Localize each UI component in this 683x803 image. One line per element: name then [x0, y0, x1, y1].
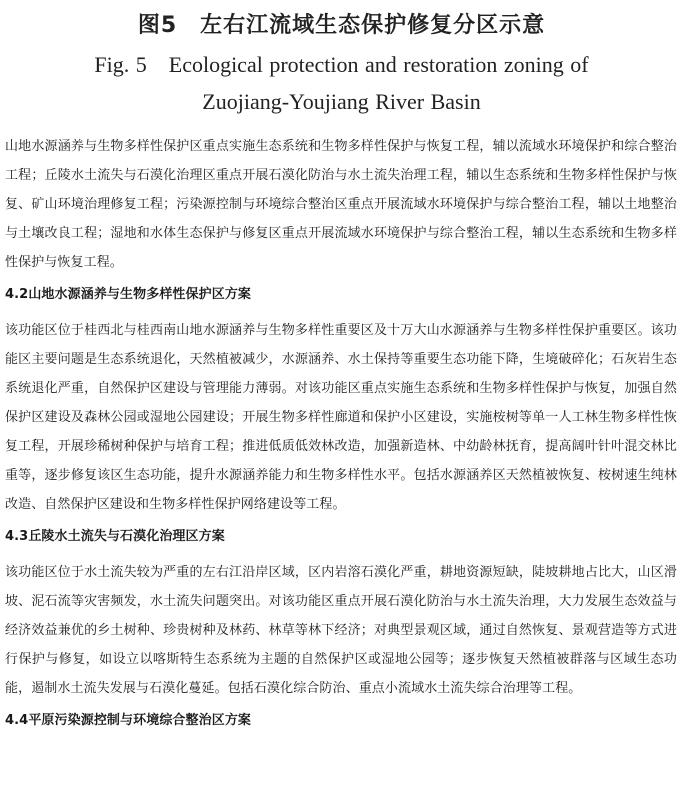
figure-title-cn: 图5 左右江流域生态保护修复分区示意 [137, 13, 546, 38]
section-heading-4-3: 4.3丘陵水土流失与石漠化治理区方案 [5, 529, 225, 544]
figure-title-en-line1: Fig. 5 Ecological protection and restoration zoning of [94, 52, 589, 77]
intro-paragraph: 山地水源涵养与生物多样性保护区重点实施生态系统和生物多样性保护与恢复工程，辅以流域水环境保护和综合整治工程；丘陵水土流失与石漠化治理区重点开展石漠化防治与水土流失治理工程，辅以生态系统和生物多样性保护与恢复、矿山环境治理修复工程；污染源控制与环境综合整治区重点开展流域水环境保护与综合整治工程，辅以土地整治与土壤改良工程；湿地和水体生态保护与修复区重点开展流域水环境保护与综合整治工程，辅以生态系统和生物多样性保护与恢复工程。 [5, 139, 677, 270]
section-heading-4-2: 4.2山地水源涵养与生物多样性保护区方案 [5, 287, 252, 302]
article-body [5, 132, 677, 740]
figure-title-en [0, 46, 683, 123]
section-body-4-2: 该功能区位于桂西北与桂西南山地水源涵养与生物多样性重要区及十万大山水源涵养与生物多样性保护重要区。该功能区主要问题是生态系统退化，天然植被减少，水源涵养、水土保持等重要生态功能下降，生境破碎化；石灰岩生态系统退化严重，自然保护区建设与管理能力薄弱。对该功能区重点实施生态系统和生物多样性保护与恢复，加强自然保护区建设及森林公园或湿地公园建设；开展生物多样性廊道和保护小区建设，实施桉树等单一人工林生物多样性恢复工程，开展珍稀树种保护与培育工程；推进低质低效林改造，加强新造林、中幼龄林抚育，提高阔叶针叶混交林比重等，逐步修复该区生态功能，提升水源涵养能力和生物多样性水平。包括水源涵养区天然植被恢复、桉树速生纯林改造、自然保护区建设和生物多样性保护网络建设等工程。 [5, 323, 677, 512]
section-heading-4-4: 4.4平原污染源控制与环境综合整治区方案 [5, 713, 252, 728]
section-body-4-3: 该功能区位于水土流失较为严重的左右江沿岸区域，区内岩溶石漠化严重，耕地资源短缺，陡坡耕地占比大，山区滑坡、泥石流等灾害频发，水土流失问题突出。对该功能区重点开展石漠化防治与水土流失治理，大力发展生态效益与经济效益兼优的乡土树种、珍贵树种及林药、林草等林下经济；对典型景观区域，通过自然恢复、景观营造等方式进行保护与修复，如设立以喀斯特生态系统为主题的自然保护区或湿地公园等；逐步恢复天然植被群落与区域生态功能，遏制水土流失发展与石漠化蔓延。包括石漠化综合防治、重点小流域水土流失综合治理等工程。 [5, 565, 677, 696]
figure-title-en-line2: Zuojiang-Youjiang River Basin [202, 89, 481, 114]
